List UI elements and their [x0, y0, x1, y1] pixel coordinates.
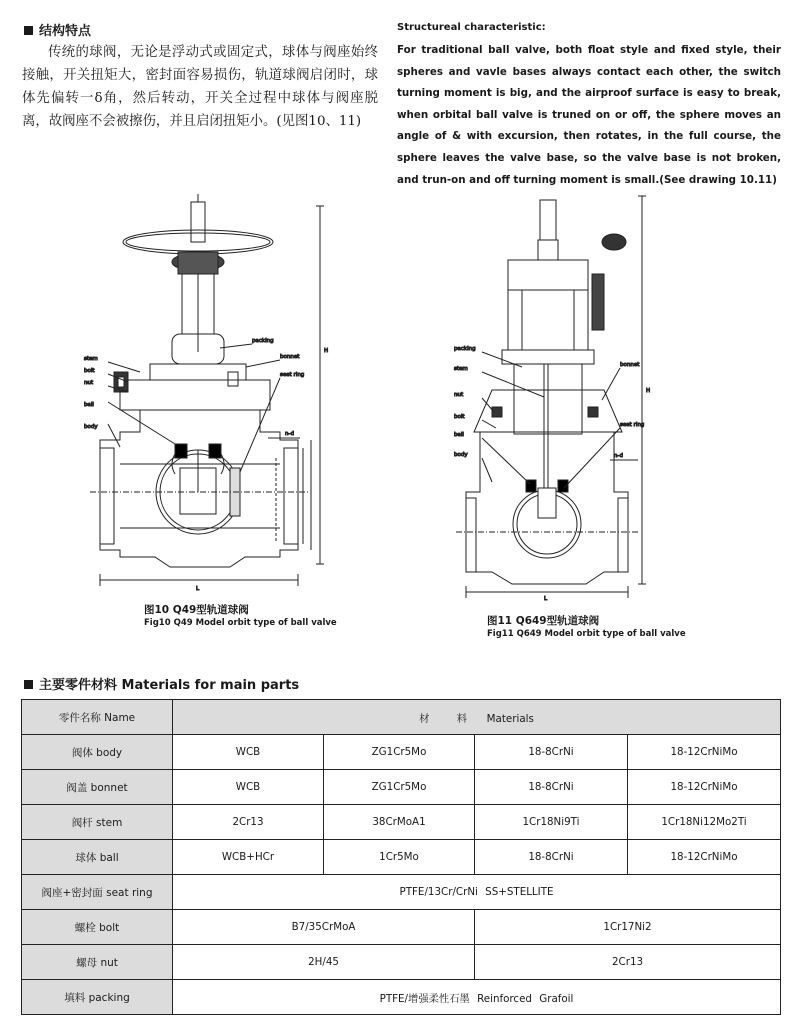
fig11-dim-h: H [646, 388, 651, 394]
table-cell: 18-12CrNiMo [628, 840, 781, 875]
fig10-label-body: body [84, 424, 98, 430]
row-name: 阀杆 stem [22, 805, 173, 840]
table-header-row [22, 700, 781, 735]
section-heading-en: Structureal characteristic: [397, 22, 546, 33]
table-cell: 1Cr18Ni9Ti [475, 805, 628, 840]
fig11-caption-en: Fig11 Q649 Model orbit type of ball valve [487, 629, 686, 639]
fig10-label-seat-ring: seat ring [280, 372, 305, 378]
fig10-label-stem: stem [84, 356, 98, 362]
table-cell: ZG1Cr5Mo [324, 770, 475, 805]
fig10-dim-l: L [196, 586, 200, 592]
fig10-caption-zh: 图10 Q49型轨道球阀 [144, 604, 249, 616]
table-cell: WCB [173, 735, 324, 770]
table-cell: 1Cr5Mo [324, 840, 475, 875]
row-name: 阀盖 bonnet [22, 770, 173, 805]
table-cell: 18-8CrNi [475, 735, 628, 770]
fig11-dim-l: L [544, 596, 548, 602]
table-cell: WCB+HCr [173, 840, 324, 875]
header-materials-en: Materials [486, 712, 534, 725]
fig10-dim-h: H [324, 348, 329, 354]
fig10-dim-nd: n-d [285, 431, 294, 437]
fig10-label-packing: packing [252, 338, 274, 344]
table-cell: PTFE/13Cr/CrNi SS+STELLITE [173, 875, 781, 910]
fig11-label-bonnet: bonnet [620, 362, 640, 368]
header-name: 零件名称 Name [22, 700, 173, 735]
fig11-label-packing: packing [454, 346, 476, 352]
row-name: 阀座+密封面 seat ring [22, 875, 173, 910]
fig11-dim-nd: n-d [614, 453, 623, 459]
table-row [22, 875, 781, 910]
fig11-label-ball: ball [454, 432, 464, 438]
materials-table [21, 699, 781, 1015]
table-cell: 18-12CrNiMo [628, 735, 781, 770]
fig11-label-bolt: bolt [454, 414, 465, 420]
table-cell: 2Cr13 [475, 945, 781, 980]
table-cell: 1Cr18Ni12Mo2Ti [628, 805, 781, 840]
figure-11-drawing [452, 192, 672, 602]
fig11-caption-zh: 图11 Q649型轨道球阀 [487, 615, 600, 627]
table-row [22, 980, 781, 1015]
row-name: 填料 packing [22, 980, 173, 1015]
materials-heading [24, 674, 299, 693]
table-row [22, 840, 781, 875]
square-bullet-icon [24, 26, 33, 35]
table-cell: WCB [173, 770, 324, 805]
table-row [22, 735, 781, 770]
table-cell: 2H/45 [173, 945, 475, 980]
table-row [22, 910, 781, 945]
table-row [22, 805, 781, 840]
fig11-label-nut: nut [454, 392, 464, 398]
structure-text-zh: 传统的球阀，无论是浮动式或固定式，球体与阀座始终接触，开关扭矩大，密封面容易损伤，轨道球阀启闭时，球体先偏转一δ角，然后转动，开关全过程中球体与阀座脱离，故阀座不会被擦伤，并且启闭扭矩小。(见图10、11) [22, 45, 378, 129]
square-bullet-icon [24, 680, 33, 689]
fig10-caption-en: Fig10 Q49 Model orbit type of ball valve [144, 618, 337, 628]
materials-heading-text: 主要零件材料 Materials for main parts [39, 678, 300, 693]
structure-text-en: For traditional ball valve, both float style and fixed style, their spheres and vavle bases always contact each other, the switch turning moment is big, and the airproof surface is easy to break, when orbital ball valve is truned on or off, the sphere moves an angle of & with excursion, then rotates, in the full course, the sphere leaves the valve base, so the valve base is not broken, and trun-on and off turning moment is small.(See drawing 10.11) [397, 44, 781, 186]
fig10-label-nut: nut [84, 380, 94, 386]
fig11-label-body: body [454, 452, 468, 458]
table-row [22, 770, 781, 805]
fig11-label-seat-ring: seat ring [620, 422, 645, 428]
table-cell: PTFE/增强柔性石墨 Reinforced Grafoil [173, 980, 781, 1015]
header-materials-zh: 材 料 [419, 712, 468, 725]
table-cell: 1Cr17Ni2 [475, 910, 781, 945]
row-name: 螺栓 bolt [22, 910, 173, 945]
table-cell: 2Cr13 [173, 805, 324, 840]
table-cell: 18-8CrNi [475, 840, 628, 875]
fig10-label-bolt: bolt [84, 368, 95, 374]
fig10-label-bonnet: bonnet [280, 354, 300, 360]
table-row [22, 945, 781, 980]
table-cell: 18-8CrNi [475, 770, 628, 805]
heading-text: 结构特点 [39, 24, 92, 39]
table-cell: ZG1Cr5Mo [324, 735, 475, 770]
figure-10-drawing [80, 192, 350, 602]
fig11-label-stem: stem [454, 366, 468, 372]
table-cell: 38CrMoA1 [324, 805, 475, 840]
section-heading-zh [24, 20, 91, 39]
row-name: 阀体 body [22, 735, 173, 770]
row-name: 球体 ball [22, 840, 173, 875]
fig10-label-ball: ball [84, 402, 94, 408]
row-name: 螺母 nut [22, 945, 173, 980]
header-materials [173, 700, 781, 735]
table-cell: 18-12CrNiMo [628, 770, 781, 805]
table-cell: B7/35CrMoA [173, 910, 475, 945]
